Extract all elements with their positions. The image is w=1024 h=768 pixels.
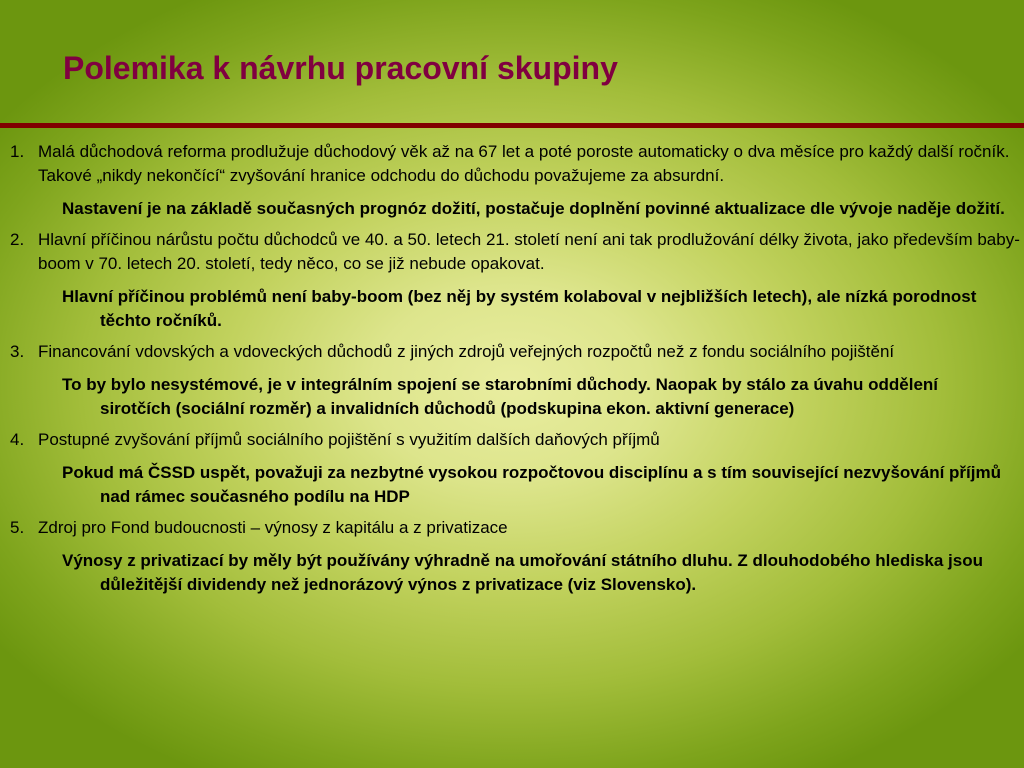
list-item: [0, 140, 1020, 221]
item-text: [0, 228, 1020, 276]
item-text: [0, 516, 1020, 540]
item-number: 4.: [10, 430, 25, 449]
slide-title: Polemika k návrhu pracovní skupiny: [63, 50, 618, 86]
item-answer: Výnosy z privatizací by měly být používány výhradně na umořování státního dluhu. Z dlouhodobého hlediska jsou důležitější dividendy než jednorázový výnos z privatizace (viz Slovensko).: [62, 551, 983, 594]
slide-content: [0, 140, 1020, 604]
item-statement: Postupné zvyšování příjmů sociálního pojištění s využitím dalších daňových příjmů: [38, 430, 660, 449]
list-item: [0, 340, 1020, 421]
item-answer: Pokud má ČSSD uspět, považuji za nezbytné vysokou rozpočtovou disciplínu a s tím související nezvyšování příjmů nad rámec současného podílu na HDP: [62, 463, 1001, 506]
item-statement: Malá důchodová reforma prodlužuje důchodový věk až na 67 let a poté poroste automaticky o dva měsíce pro každý další ročník. Takové „nikdy nekončící“ zvyšování hranice odchodu do důchodu považujeme za absurdní.: [38, 142, 1010, 185]
title-divider: [0, 123, 1024, 128]
list-item: [0, 516, 1020, 597]
item-statement: Zdroj pro Fond budoucnosti – výnosy z kapitálu a z privatizace: [38, 518, 508, 537]
item-number: 3.: [10, 342, 25, 361]
list-item: [0, 428, 1020, 509]
item-text: [0, 428, 1020, 452]
item-text: [0, 340, 1020, 364]
list-item: [0, 228, 1020, 333]
item-answer: To by bylo nesystémové, je v integrálním spojení se starobními důchody. Naopak by stálo za úvahu oddělení sirotčích (sociální rozměr) a invalidních důchodů (podskupina ekon. aktivní generace): [62, 375, 939, 418]
item-statement: Hlavní příčinou nárůstu počtu důchodců ve 40. a 50. letech 21. století není ani tak prodlužování délky života, jako především baby-boom v 70. letech 20. století, tedy něco, co se již nebude opakovat.: [38, 230, 1020, 273]
item-answer: Hlavní příčinou problémů není baby-boom (bez něj by systém kolaboval v nejbližších letech), ale nízká porodnost těchto ročníků.: [62, 287, 977, 330]
item-text: [0, 140, 1020, 188]
item-statement: Financování vdovských a vdoveckých důchodů z jiných zdrojů veřejných rozpočtů než z fondu sociálního pojištění: [38, 342, 895, 361]
item-number: 2.: [10, 230, 25, 249]
item-number: 5.: [10, 518, 25, 537]
item-answer: Nastavení je na základě současných prognóz dožití, postačuje doplnění povinné aktualizace dle vývoje naděje dožití.: [62, 199, 1005, 218]
item-number: 1.: [10, 142, 25, 161]
